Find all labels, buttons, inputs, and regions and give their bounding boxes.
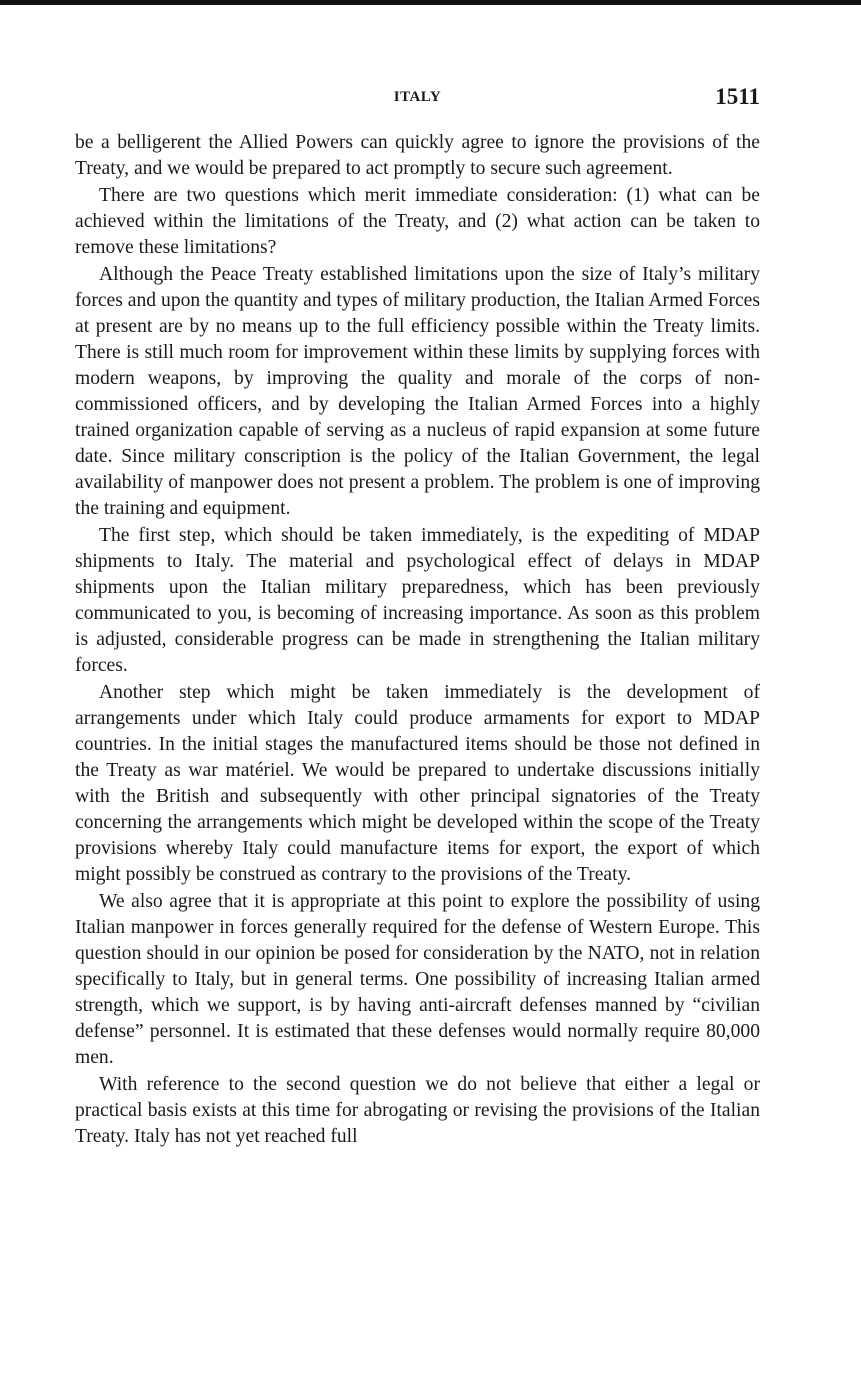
running-header (75, 84, 760, 114)
paragraph: We also agree that it is appropriate at this point to explore the possibility of using Italian manpower in forces generally required for the defense of Western Europe. This question should in our opinion be posed for consideration by the NATO, not in relation specifically to Italy, but in general terms. One possibility of increasing Italian armed strength, which we support, is by having anti-aircraft defenses manned by “civilian defense” personnel. It is estimated that these defenses would normally require 80,000 men. (75, 891, 760, 1068)
paragraph: be a belligerent the Allied Powers can quickly agree to ignore the provisions of the Treaty, and we would be prepared to act promptly to secure such agreement. (75, 132, 760, 179)
running-title: ITALY (393, 89, 442, 105)
paragraph: Another step which might be taken immediately is the development of arrangements under which Italy could produce armaments for export to MDAP countries. In the initial stages the manufactured items should be those not defined in the Treaty as war matériel. We would be prepared to undertake discussions initially with the British and subsequently with other principal signatories of the Treaty concerning the arrangements which might be developed within the scope of the Treaty provisions whereby Italy could manufacture items for export, the export of which might possibly be construed as contrary to the provisions of the Treaty. (75, 682, 760, 885)
body-text (75, 130, 760, 1150)
paragraph: The first step, which should be taken immediately, is the expediting of MDAP shipments to Italy. The material and psychological effect of delays in MDAP shipments upon the Italian military preparedness, which has been previously communicated to you, is becoming of increasing importance. As soon as this problem is adjusted, considerable progress can be made in strengthening the Italian military forces. (75, 525, 760, 676)
paragraph: With reference to the second question we do not believe that either a legal or practical basis exists at this time for abrogating or revising the provisions of the Italian Treaty. Italy has not yet reached full (75, 1074, 760, 1147)
paragraph: Although the Peace Treaty established limitations upon the size of Italy’s military forces and upon the quantity and types of military production, the Italian Armed Forces at present are by no means up to the full efficiency possible within the Treaty limits. There is still much room for improvement within these limits by supplying forces with modern weapons, by improving the quality and morale of the corps of non-commissioned officers, and by developing the Italian Armed Forces into a highly trained organization capable of serving as a nucleus of rapid expansion at some future date. Since military conscription is the policy of the Italian Government, the legal availability of manpower does not present a problem. The problem is one of improving the training and equipment. (75, 264, 760, 519)
top-border-rule (0, 0, 861, 5)
page-number: 1511 (715, 84, 760, 109)
paragraph: There are two questions which merit immediate consideration: (1) what can be achieved within the limitations of the Treaty, and (2) what action can be taken to remove these limitations? (75, 185, 760, 258)
